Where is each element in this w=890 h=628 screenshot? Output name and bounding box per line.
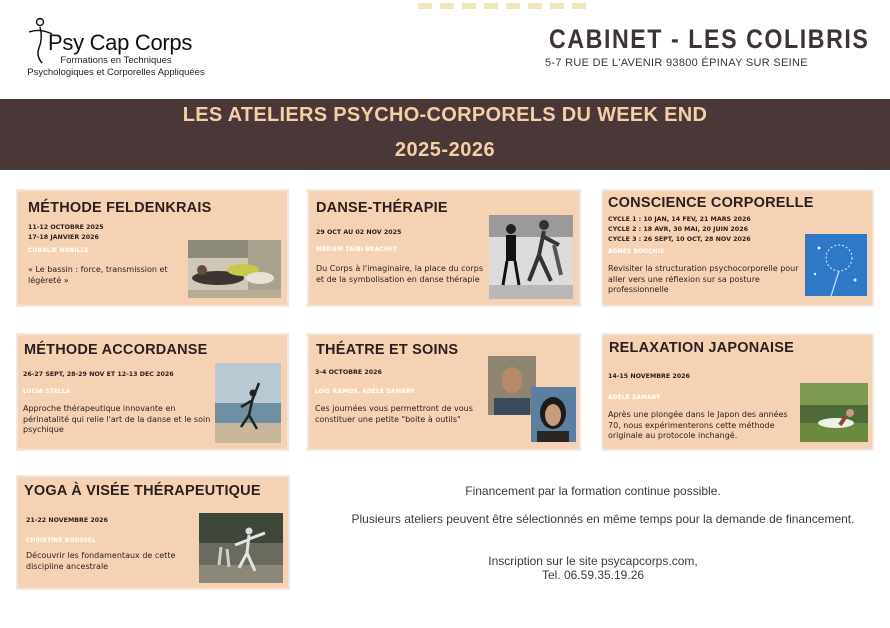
logo-subtitle-line1: Formations en Techniques [60,55,172,66]
trainer-portrait-man [488,356,536,415]
card-trainer: CORALIE NOAILLE [28,248,89,254]
cabinet-address: 5-7 RUE DE L'AVENIR 93800 ÉPINAY SUR SEINE [545,57,808,69]
card-date: CYCLE 2 : 18 AVR, 30 MAI, 20 JUIN 2026 [608,226,748,233]
card-dates [28,223,104,243]
feldenkrais-photo [188,240,281,298]
card-title: YOGA À VISÉE THÉRAPEUTIQUE [24,483,261,499]
phone-number: Tel. 06.59.35.19.26 [541,568,645,582]
card-description: Après une plongée dans le Japon des années 70, nous expérimenterons cette méthode originale au protocole inchangé. [608,410,788,440]
banner-year: 2025-2026 [394,139,496,161]
card-trainer: ADÈLE SAMARY [608,395,661,401]
card-trainer: CHRISTINE ROUSSEL [26,538,97,544]
top-decoration [418,3,588,9]
card-title: THÉATRE ET SOINS [316,342,459,358]
relaxation-photo [800,383,868,442]
card-date: 17-18 JANVIER 2026 [28,234,99,241]
card-dates [608,215,751,245]
card-trainer: LUCIA STELLA [23,389,71,395]
card-date: 3-4 OCTOBRE 2026 [315,369,382,376]
card-description: « Le bassin : force, transmission et légèreté » [28,265,168,285]
card-date: 29 OCT AU 02 NOV 2025 [316,229,402,236]
card-date: 26-27 SEPT, 28-29 NOV ET 12-13 DEC 2026 [23,371,174,378]
card-description: Revisiter la structuration psychocorporelle pour aller vers une réflexion sur sa posture professionnelle [608,264,799,294]
card-date: CYCLE 1 : 10 JAN, 14 FEV, 21 MARS 2026 [608,216,751,223]
banner-title: LES ATELIERS PSYCHO-CORPORELS DU WEEK END [182,104,708,126]
card-description: Découvrir les fondamentaux de cette discipline ancestrale [26,551,176,571]
logo-name: Psy Cap Corps [48,30,193,55]
financing-info: Financement par la formation continue possible. [465,484,721,498]
card-description: Ces journées vous permettront de vous constituer une petite "boite à outils" [315,404,473,424]
card-trainer: MÉRIEM TAÏBI BRACHET [316,247,398,253]
dance-therapy-photo [489,215,573,299]
dandelion-photo [805,234,867,296]
card-title: MÉTHODE FELDENKRAIS [28,200,212,216]
card-date: CYCLE 3 : 26 SEPT, 10 OCT, 28 NOV 2026 [608,236,751,243]
logo-subtitle [22,55,210,79]
card-title: MÉTHODE ACCORDANSE [24,342,208,358]
card-date: 11-12 OCTOBRE 2025 [28,224,104,231]
beach-dance-photo [215,363,281,443]
card-trainer: AGNÈS BOUCHIS [608,249,665,255]
card-description: Approche thérapeutique innovante en périnatalité qui relie l'art de la danse et le soin psychique [23,404,211,434]
card-description: Du Corps à l'imaginaire, la place du corps et de la symbolisation en danse thérapie [316,264,483,284]
card-date: 14-15 NOVEMBRE 2026 [608,373,690,380]
card-title: DANSE-THÉRAPIE [316,200,448,216]
card-trainer: LOÏS RAMOS, ADÈLE SAMARY [315,389,415,395]
logo-subtitle-line2: Psychologiques et Corporelles Appliquées [27,67,205,78]
multi-workshop-info: Plusieurs ateliers peuvent être sélectionnés en même temps pour la demande de financement. [351,512,855,526]
yoga-photo [199,513,283,583]
card-title: CONSCIENCE CORPORELLE [608,195,814,211]
card-title: RELAXATION JAPONAISE [609,340,795,356]
cabinet-title: CABINET - LES COLIBRIS [549,24,870,54]
card-date: 21-22 NOVEMBRE 2026 [26,517,108,524]
registration-info: Inscription sur le site psycapcorps.com, [488,554,698,568]
trainer-portrait-woman [531,387,576,442]
